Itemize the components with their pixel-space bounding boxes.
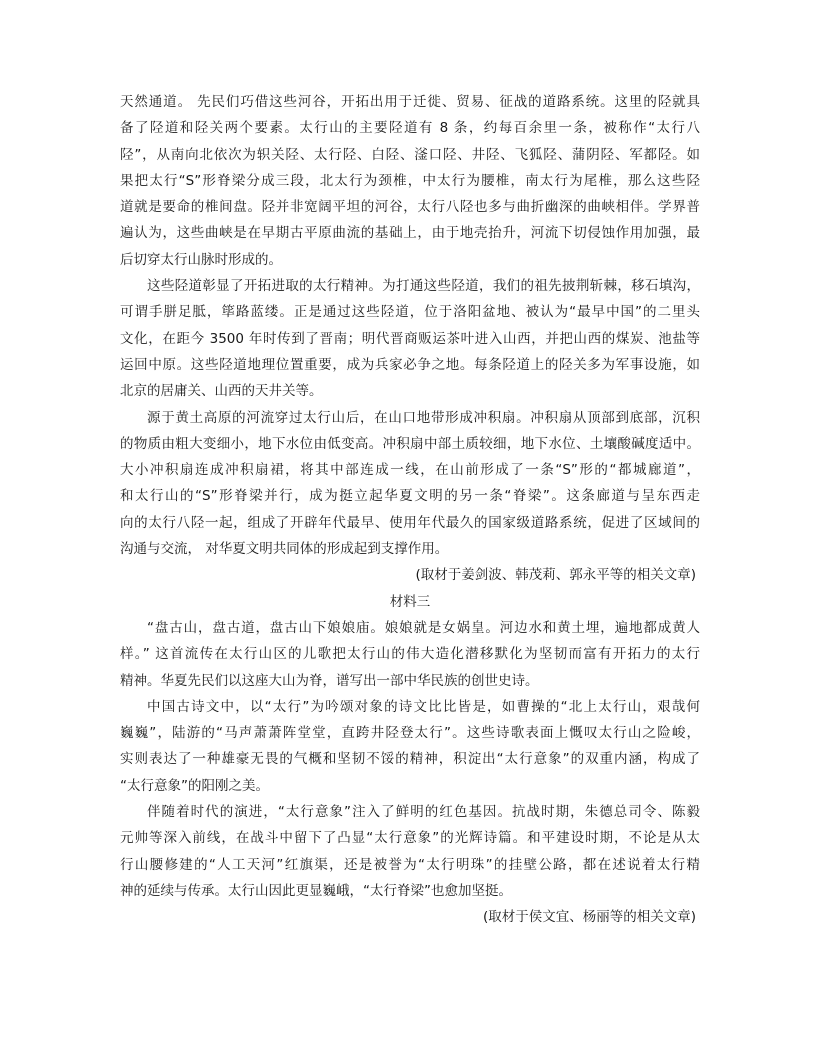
text-line: 陉”，从南向北依次为轵关陉、太行陉、白陉、滏口陉、井陉、飞狐陉、蒲阴陉、军都陉。如 xyxy=(120,146,700,163)
text-line: 果把太行“S”形脊梁分成三段，北太行为颈椎，中太行为腰椎，南太行为尾椎，那么这些陉 xyxy=(120,172,700,189)
text-line: 道就是要命的椎间盘。陉并非宽阔平坦的河谷，太行八陉也多与曲折幽深的曲峡相伴。学界普 xyxy=(120,199,700,216)
text-line: 伴随着时代的演进，“太行意象”注入了鲜明的红色基因。抗战时期，朱德总司令、陈毅 xyxy=(147,804,700,821)
text-line: 向的太行八陉一起，组成了开辟年代最早、使用年代最久的国家级道路系统，促进了区域间的 xyxy=(120,514,700,531)
text-line: 精神。华夏先民们以这座大山为脊，谱写出一部中华民族的创世史诗。 xyxy=(120,672,539,689)
text-line: 神的延续与传承。太行山因此更显巍峨，“太行脊梁”也愈加坚挺。 xyxy=(120,882,512,899)
text-line: 的物质由粗大变细小，地下水位由低变高。冲积扇中部土质较细，地下水位、土壤酸碱度适中。 xyxy=(120,435,700,452)
text-line: 遍认为，这些曲峡是在早期古平原曲流的基础上，由于地壳抬升，河流下切侵蚀作用加强，最 xyxy=(120,225,700,242)
text-line: 天然通道。 先民们巧借这些河谷，开拓出用于迁徙、贸易、征战的道路系统。这里的陉就具 xyxy=(120,94,700,110)
document-page xyxy=(120,89,700,931)
text-line: “盘古山，盘古道，盘古山下娘娘庙。娘娘就是女娲皇。河边水和黄土埋，遍地都成黄人 xyxy=(147,619,700,636)
text-line: 实则表达了一种雄豪无畏的气概和坚韧不馁的精神，积淀出“太行意象”的双重内涵，构成了 xyxy=(120,751,700,768)
text-line: 行山腰修建的“人工天河”红旗渠，还是被誉为“太行明珠”的挂壁公路，都在述说着太行精 xyxy=(120,856,700,873)
text-line: 可谓手胼足胝，筚路蓝缕。正是通过这些陉道，位于洛阳盆地、被认为“最早中国”的二里头 xyxy=(120,304,700,321)
text-line: 后切穿太行山脉时形成的。 xyxy=(120,251,282,268)
text-line: 备了陉道和陉关两个要素。太行山的主要陉道有 8 条，约每百余里一条，被称作“太行八 xyxy=(120,120,700,137)
text-line: 这些陉道彰显了开拓进取的太行精神。为打通这些陉道，我们的祖先披荆斩棘，移石填沟， xyxy=(147,278,700,295)
text-line: 巍巍”，陆游的“马声萧萧阵堂堂，直跨井陉登太行”。这些诗歌表面上慨叹太行山之险峻， xyxy=(120,725,700,742)
text-line: 元帅等深入前线，在战斗中留下了凸显“太行意象”的光辉诗篇。和平建设时期，不论是从太 xyxy=(120,830,700,847)
text-line: 文化，在距今 3500 年时传到了晋南；明代晋商贩运茶叶进入山西，并把山西的煤炭、池盐等 xyxy=(120,330,700,347)
text-line: 北京的居庸关、山西的天井关等。 xyxy=(120,383,323,400)
text-line: 源于黄土高原的河流穿过太行山后，在山口地带形成冲积扇。冲积扇从顶部到底部，沉积 xyxy=(147,409,700,426)
text-line: 中国古诗文中，以“太行”为吟颂对象的诗文比比皆是，如曹操的“北上太行山，艰哉何 xyxy=(147,698,700,715)
text-line: 和太行山的“S”形脊梁并行，成为挺立起华夏文明的另一条“脊梁”。这条廊道与呈东西走 xyxy=(120,488,700,505)
text-line: “太行意象”的阳刚之美。 xyxy=(120,777,269,794)
source-note: (取材于侯文宜、杨丽等的相关文章) xyxy=(482,909,696,926)
section-heading: 材料三 xyxy=(389,593,431,610)
text-line: 大小冲积扇连成冲积扇裙，将其中部连成一线，在山前形成了一条“S”形的“都城廊道”， xyxy=(120,462,700,479)
text-line: 样。” 这首流传在太行山区的儿歌把太行山的伟大造化潜移默化为坚韧而富有开拓力的太行 xyxy=(120,646,700,663)
source-note: (取材于姜剑波、韩茂莉、郭永平等的相关文章) xyxy=(415,567,696,584)
text-line: 运回中原。这些陉道地理位置重要，成为兵家必争之地。每条陉道上的陉关多为军事设施，如 xyxy=(120,356,700,373)
text-line: 沟通与交流， 对华夏文明共同体的形成起到支撑作用。 xyxy=(120,541,449,558)
